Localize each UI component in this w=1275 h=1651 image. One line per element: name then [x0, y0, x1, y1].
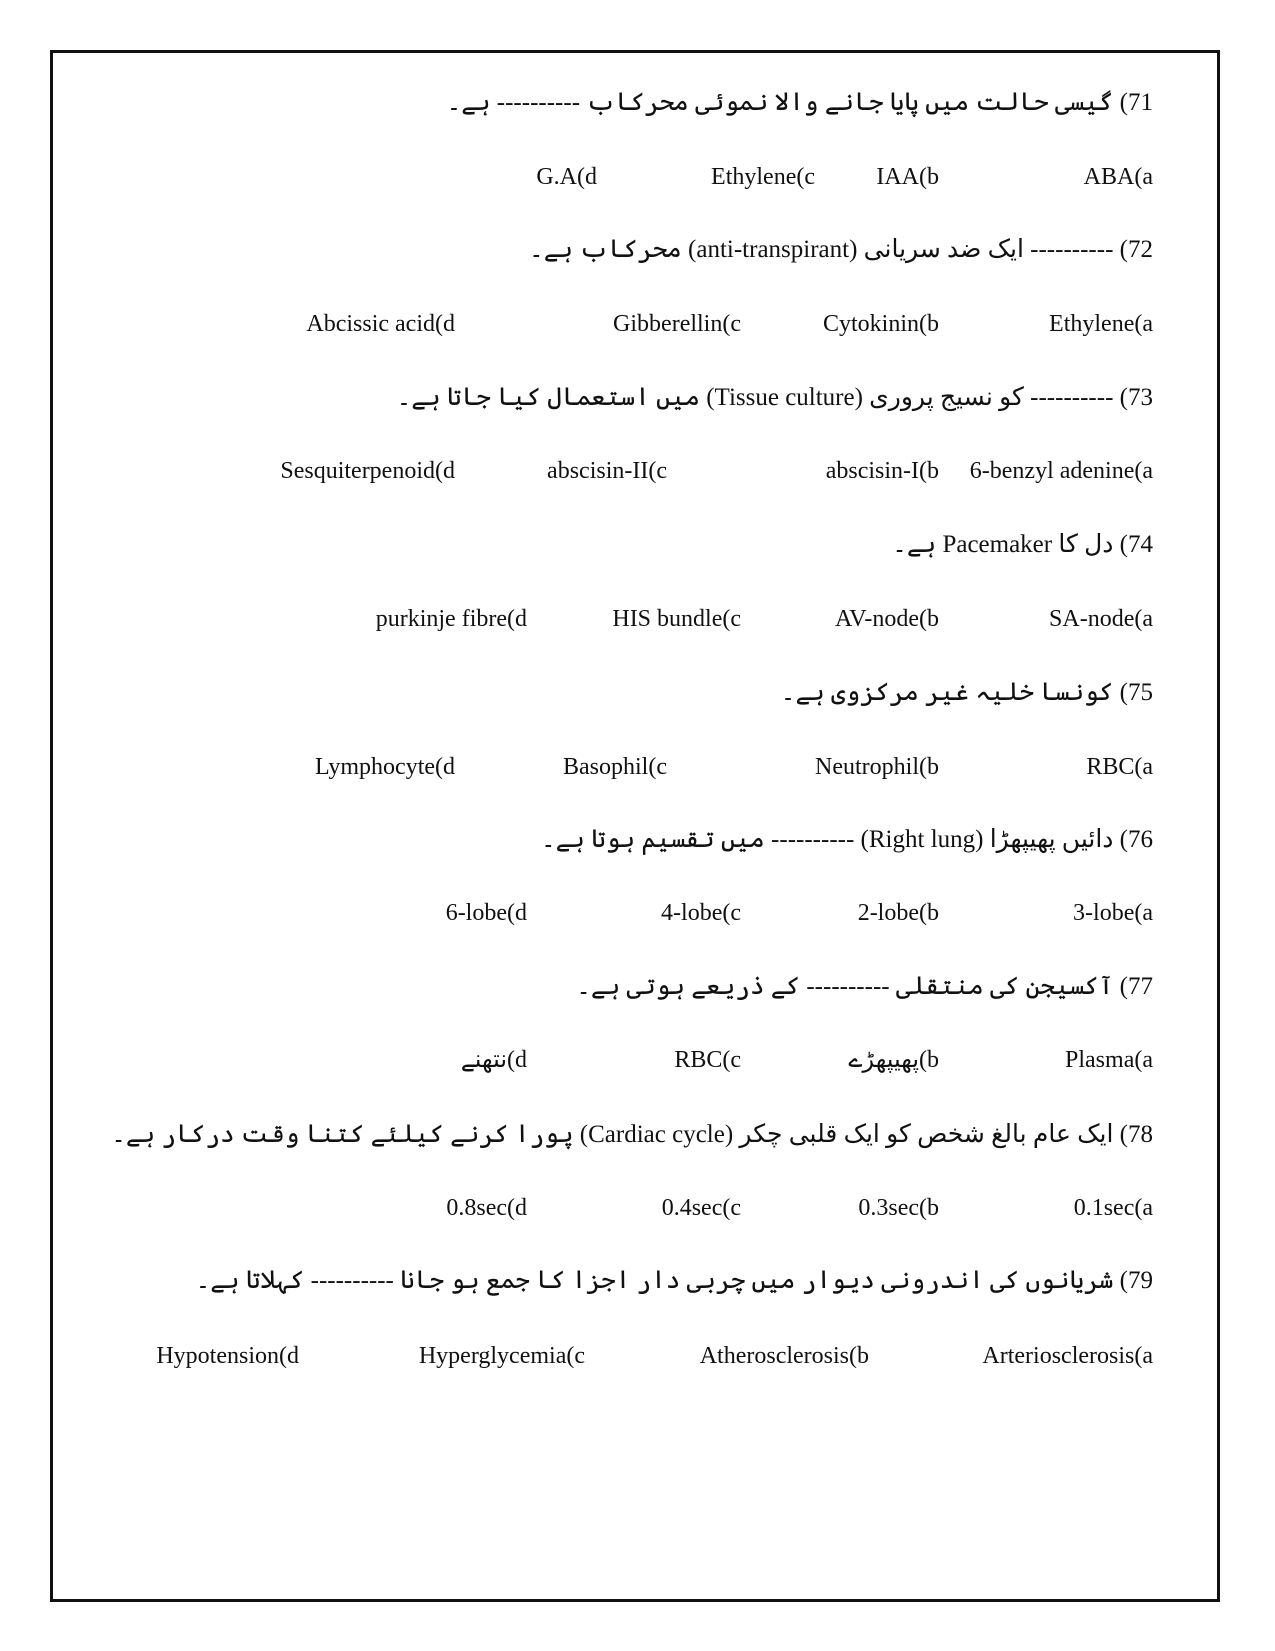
q74-option-c: HIS bundle(c [612, 606, 741, 632]
q76-option-c: 4-lobe(c [661, 900, 741, 926]
question-79: 79) شریانوں کی اندرونی دیوار میں چربی دار اجزا کا جمع ہو جانا ---------- کہلاتا ہے۔ [195, 1267, 1153, 1294]
question-77: 77) آکسیجن کی منتقلی ---------- کے ذریعے ہوتی ہے۔ [576, 973, 1153, 1000]
q77-option-d: نتھنے(d [460, 1047, 527, 1073]
question-76: 76) دائیں پھیپھڑا (Right lung) ---------- میں تقسیم ہوتا ہے۔ [540, 826, 1153, 853]
q76-option-d: 6-lobe(d [445, 900, 527, 926]
question-71: 71) گیسی حالت میں پایا جانے والا نموئی محرکاب ---------- ہے۔ [446, 89, 1153, 116]
q78-option-d: 0.8sec(d [446, 1195, 527, 1221]
q72-option-c: Gibberellin(c [613, 311, 741, 337]
q79-option-b: Atherosclerosis(b [699, 1343, 869, 1369]
q79-option-a: Arteriosclerosis(a [982, 1343, 1153, 1369]
q73-option-d: Sesquiterpenoid(d [280, 458, 455, 484]
q73-option-a: 6-benzyl adenine(a [969, 458, 1153, 484]
question-74: 74) دل کا Pacemaker ہے۔ [892, 531, 1153, 558]
q74-option-b: AV-node(b [834, 606, 939, 632]
q77-option-a: Plasma(a [1065, 1047, 1153, 1073]
q73-option-b: abscisin-I(b [825, 458, 939, 484]
q77-option-b: پھیپھڑے(b [848, 1047, 939, 1073]
question-73: 73) ---------- کو نسیج پروری (Tissue culture) میں استعمال کیا جاتا ہے۔ [396, 384, 1153, 411]
q75-option-a: RBC(a [1086, 754, 1153, 780]
q72-option-b: Cytokinin(b [822, 311, 939, 337]
q79-option-d: Hypotension(d [156, 1343, 299, 1369]
q74-option-d: purkinje fibre(d [375, 606, 527, 632]
q74-option-a: SA-node(a [1049, 606, 1153, 632]
question-78: 78) ایک عام بالغ شخص کو ایک قلبی چکر (Cardiac cycle) پورا کرنے کیلئے کتنا وقت درکار ہے۔ [111, 1121, 1153, 1148]
q75-option-d: Lymphocyte(d [315, 754, 455, 780]
q72-option-d: Abcissic acid(d [306, 311, 455, 337]
q78-option-a: 0.1sec(a [1073, 1195, 1153, 1221]
q75-option-b: Neutrophil(b [815, 754, 939, 780]
q75-option-c: Basophil(c [563, 754, 667, 780]
q73-option-c: abscisin-II(c [547, 458, 667, 484]
q77-option-c: RBC(c [674, 1047, 741, 1073]
q78-option-c: 0.4sec(c [661, 1195, 741, 1221]
question-75: 75) کونسا خلیہ غیر مرکزوی ہے۔ [780, 679, 1153, 706]
question-72: 72) ---------- ایک ضد سریانی (anti-transpirant) محرکاب ہے۔ [529, 236, 1153, 263]
q71-option-b: IAA(b [876, 164, 939, 190]
q71-option-a: ABA(a [1083, 164, 1153, 190]
q79-option-c: Hyperglycemia(c [418, 1343, 585, 1369]
q71-option-d: G.A(d [536, 164, 597, 190]
q78-option-b: 0.3sec(b [858, 1195, 939, 1221]
q72-option-a: Ethylene(a [1049, 311, 1153, 337]
q76-option-a: 3-lobe(a [1073, 900, 1153, 926]
q71-option-c: Ethylene(c [711, 164, 815, 190]
q76-option-b: 2-lobe(b [857, 900, 939, 926]
